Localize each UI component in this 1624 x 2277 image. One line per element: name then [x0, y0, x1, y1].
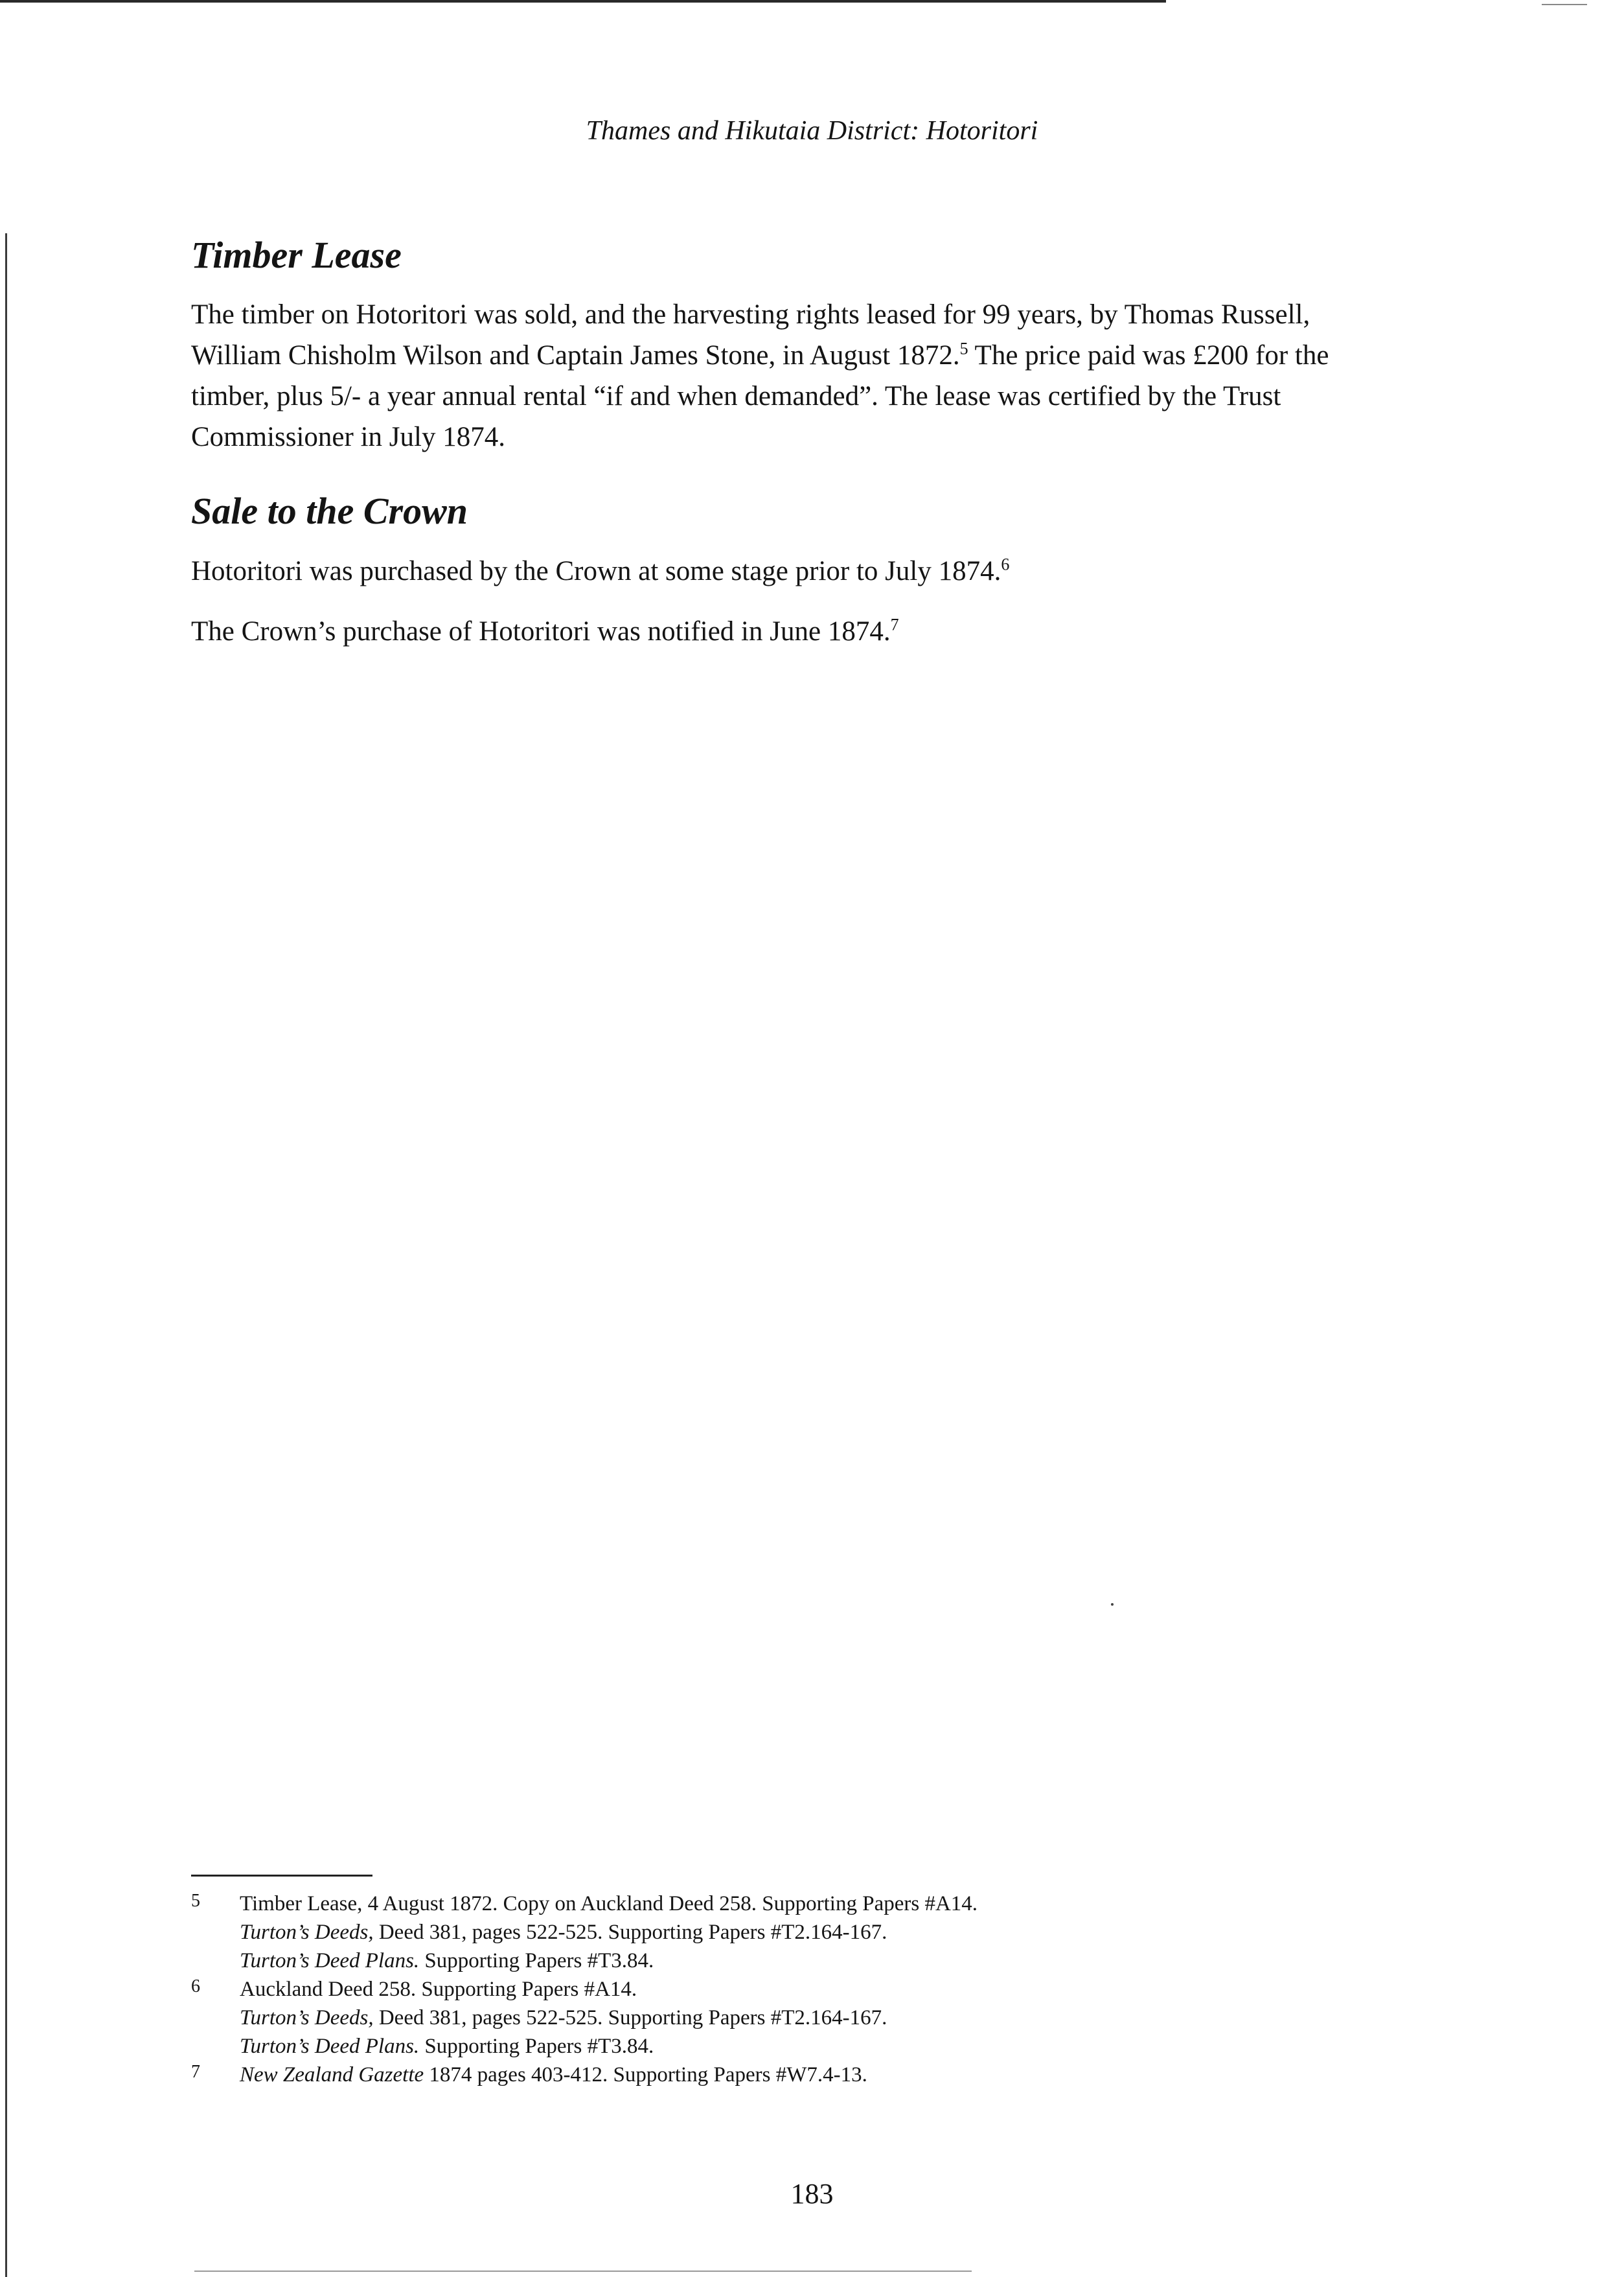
scan-bottom-border	[194, 2271, 972, 2272]
footnote-number: 5	[191, 1891, 200, 1911]
running-head: Thames and Hikutaia District: Hotoritori	[586, 116, 1038, 146]
footnote-line: Auckland Deed 258. Supporting Papers #A14.	[240, 1978, 637, 2001]
footnote-ref-6[interactable]: 6	[1001, 555, 1010, 574]
footnote-ref-5[interactable]: 5	[959, 339, 968, 358]
section-heading-sale-to-crown: Sale to the Crown	[191, 490, 468, 532]
footnote-line: Turton’s Deeds, Deed 381, pages 522-525. Supporting Papers #T2.164-167.	[240, 2006, 887, 2029]
footnote-body	[240, 1890, 1422, 1975]
footnote-body	[240, 2061, 1422, 2089]
scan-top-border	[0, 0, 1166, 3]
paragraph-text-cont: The price paid was £200 for the timber, plus 5/- a year annual rental “if and when demanded”. The lease was certified by the Trust Commissioner in July 1874.	[191, 340, 1329, 452]
footnote-line: New Zealand Gazette 1874 pages 403-412. Supporting Papers #W7.4-13.	[240, 2063, 867, 2086]
footnote-5	[191, 1890, 1422, 1975]
paragraph-text: Hotoritori was purchased by the Crown at some stage prior to July 1874.	[191, 556, 1001, 586]
paragraph-text: The Crown’s purchase of Hotoritori was notified in June 1874.	[191, 616, 891, 647]
footnote-number: 7	[191, 2062, 200, 2082]
footnote-number: 6	[191, 1976, 200, 1996]
page-number: 183	[790, 2178, 834, 2210]
scan-top-mark	[1542, 4, 1587, 5]
footnote-line: Turton’s Deed Plans. Supporting Papers #T3.84.	[240, 1949, 654, 1972]
scan-speck	[1111, 1603, 1114, 1606]
paragraph-timber-lease	[191, 294, 1357, 457]
section-heading-timber-lease: Timber Lease	[191, 234, 402, 276]
footnote-separator	[191, 1875, 372, 1877]
footnote-body	[240, 1975, 1422, 2061]
footnote-line: Turton’s Deeds, Deed 381, pages 522-525. Supporting Papers #T2.164-167.	[240, 1921, 887, 1944]
footnotes	[191, 1890, 1422, 2089]
footnote-line: Turton’s Deed Plans. Supporting Papers #T3.84.	[240, 2035, 654, 2058]
paragraph-text: The timber on Hotoritori was sold, and the harvesting rights leased for 99 years, by Thomas Russell, William Chisholm Wilson and Captain James Stone, in August 1872.	[191, 299, 1310, 371]
footnote-6	[191, 1975, 1422, 2061]
paragraph-sale-2	[191, 611, 1357, 652]
footnote-ref-7[interactable]: 7	[890, 615, 899, 634]
paragraph-sale-1	[191, 551, 1357, 592]
footnote-line: Timber Lease, 4 August 1872. Copy on Auckland Deed 258. Supporting Papers #A14.	[240, 1892, 978, 1915]
footnote-7	[191, 2061, 1422, 2089]
scan-left-edge	[5, 233, 7, 2277]
